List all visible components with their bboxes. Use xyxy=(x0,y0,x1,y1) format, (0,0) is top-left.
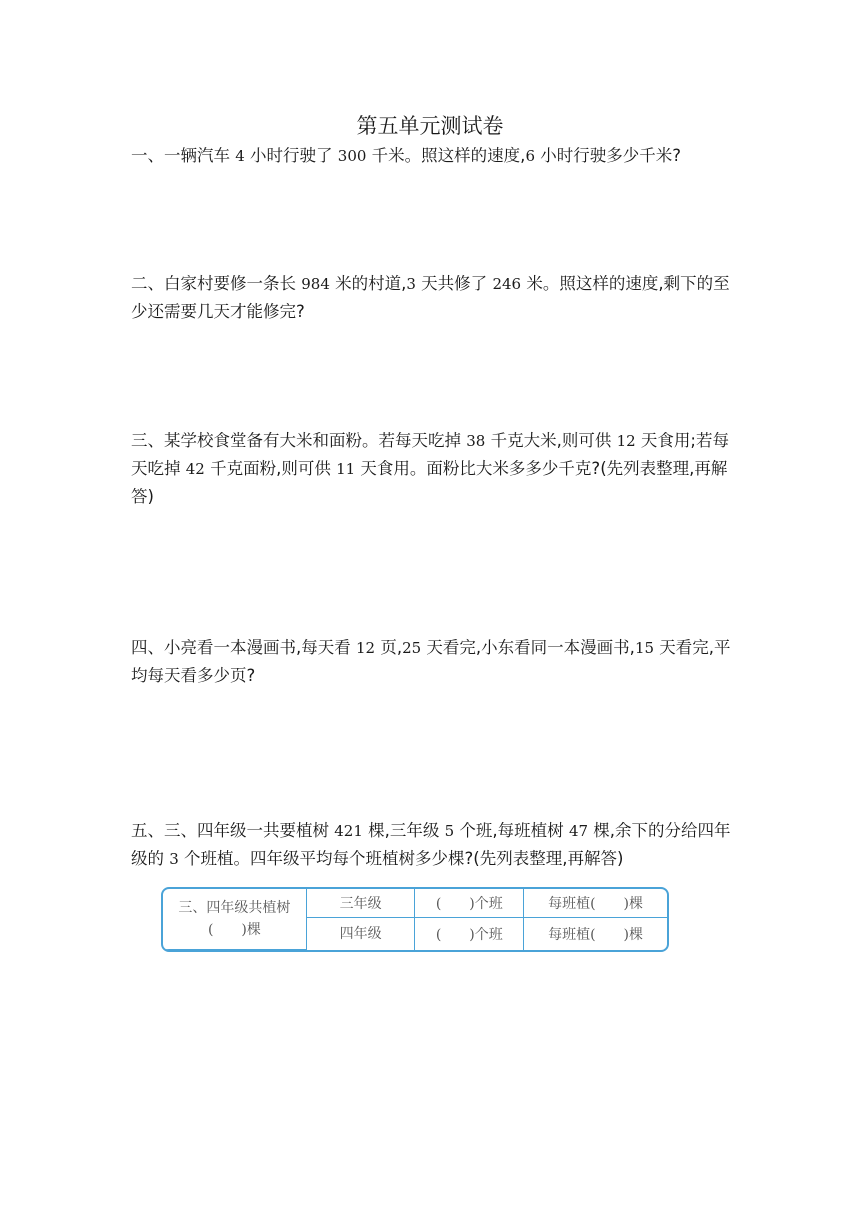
question-1: 一、一辆汽车 4 小时行驶了 300 千米。照这样的速度,6 小时行驶多少千米? xyxy=(131,146,681,165)
question-5: 五、三、四年级一共要植树 421 棵,三年级 5 个班,每班植树 47 棵,余下的分给四年级的 3 个班植。四年级平均每个班植树多少棵?(先列表整理,再解答) xyxy=(131,821,731,868)
classes-cell: ( )个班 xyxy=(415,889,524,918)
grade-cell: 三年级 xyxy=(306,889,415,918)
classes-cell: ( )个班 xyxy=(415,918,524,950)
planting-table-grid xyxy=(163,889,667,950)
question-2: 二、白家村要修一条长 984 米的村道,3 天共修了 246 米。照这样的速度,剩下的至少还需要几天才能修完? xyxy=(131,274,730,321)
per-class-cell: 每班植( )棵 xyxy=(524,889,667,918)
page-title: 第五单元测试卷 xyxy=(356,114,504,138)
total-trees-cell: 三、四年级共植树( )棵 xyxy=(163,889,306,950)
planting-table xyxy=(161,887,669,952)
question-3: 三、某学校食堂备有大米和面粉。若每天吃掉 38 千克大米,则可供 12 天食用;若每天吃掉 42 千克面粉,则可供 11 天食用。面粉比大米多多少千克?(先列表整理,再解答) xyxy=(131,431,729,506)
grade-cell: 四年级 xyxy=(306,918,415,950)
table-row xyxy=(163,889,667,918)
per-class-cell: 每班植( )棵 xyxy=(524,918,667,950)
question-4: 四、小亮看一本漫画书,每天看 12 页,25 天看完,小东看同一本漫画书,15 天看完,平均每天看多少页? xyxy=(131,638,731,685)
